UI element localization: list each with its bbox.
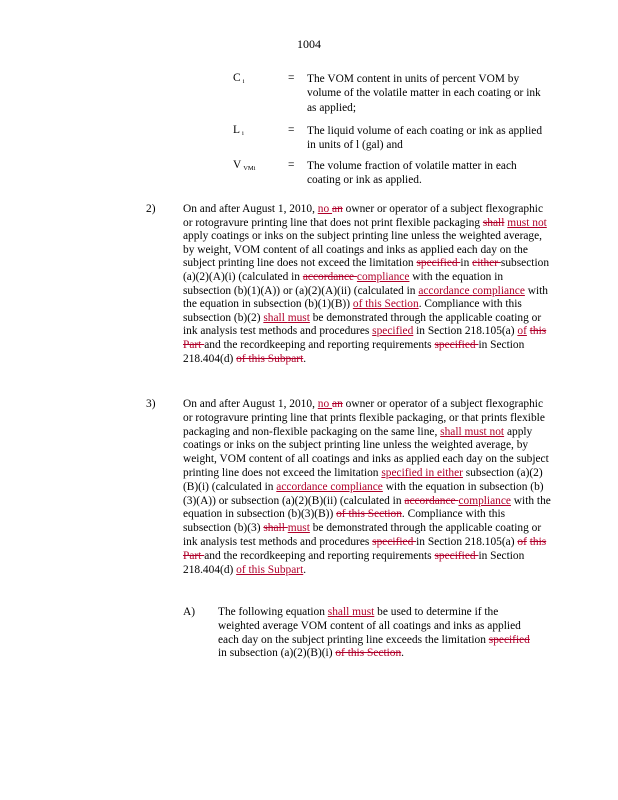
equals-sign: = — [288, 124, 295, 136]
body-text: . — [303, 563, 307, 576]
body-text: . — [303, 352, 307, 365]
deleted-text: of this Subpart — [236, 352, 304, 365]
body-text: in Section 218.404(d) — [183, 549, 525, 576]
body-text: subsection (a)(2)(A)(i) (calculated in — [183, 257, 550, 283]
body-text: in Section 218.105(a) — [416, 535, 518, 548]
definition-symbol: C $_i$ — [233, 72, 245, 85]
deleted-text: specified — [434, 549, 479, 562]
body-text: with the equation in subsection (b)(1)(A)) or (a)(2)(A)(ii) (calculated in — [183, 270, 504, 297]
body-text: with the equation in subsection (b)(3)(A)) or subsection (a)(2)(B)(ii) (calculated in — [183, 480, 544, 507]
deleted-text: specified — [416, 257, 461, 270]
definition-symbol: V $_{VMi}$ — [233, 159, 256, 172]
page-number: 1004 — [297, 37, 321, 51]
definition-symbol: L $_i$ — [233, 124, 244, 137]
deleted-text: accordance — [302, 270, 357, 283]
deleted-text: of this Section — [336, 508, 402, 521]
equals-sign: = — [288, 72, 295, 84]
inserted-text: compliance — [472, 284, 525, 297]
inserted-text: shall — [327, 606, 353, 618]
inserted-text: compliance — [458, 494, 511, 507]
equals-sign: = — [288, 159, 295, 171]
body-text: owner or operator of a subject flexographic or rotogravure printing line that does not print flexible packaging — [183, 203, 544, 229]
deleted-text: an — [332, 203, 343, 215]
deleted-text: shall — [482, 216, 505, 229]
paragraph-body — [183, 398, 555, 577]
body-text: in Section 218.105(a) — [413, 325, 518, 338]
body-text: be demonstrated through the applicable coating or ink analysis test methods and procedures — [183, 522, 542, 548]
deleted-text: an — [332, 398, 343, 410]
deleted-text: either — [472, 257, 501, 270]
definition-text: The liquid volume of each coating or ink as applied in units of l (gal) and — [307, 125, 543, 152]
body-text: with the equation in subsection (b)(1)(B)) — [183, 284, 548, 311]
body-text: in subsection (a)(2)(B)(i) — [218, 647, 336, 660]
inserted-text: of this Section — [352, 298, 419, 311]
deleted-text: specified — [372, 535, 417, 548]
body-text: and the recordkeeping and reporting requirements — [204, 338, 435, 351]
body-text: On and after August 1, 2010, — [183, 398, 318, 410]
body-text: subsection (a)(2)(B)(i) (calculated in — [183, 466, 543, 493]
body-text: in — [460, 257, 473, 270]
body-text: The following equation — [218, 606, 328, 618]
body-text: be demonstrated through the applicable coating or ink analysis test methods and procedures — [183, 311, 542, 338]
deleted-text: specified — [434, 338, 479, 351]
inserted-text: accordance compliance — [276, 480, 383, 493]
inserted-text: accordance — [418, 284, 473, 297]
inserted-text: of this Subpart — [236, 563, 304, 576]
inserted-text: no — [317, 398, 333, 410]
deleted-text: of — [517, 535, 527, 548]
body-text: apply coatings or inks on the subject printing line unless the weighted average, by weight, VOM content of all coatings and inks as applied each day on the subject printing line does not exceed the limitation — [183, 230, 543, 270]
deleted-text: this Part — [183, 535, 547, 562]
body-text: . Compliance with this subsection (b)(3) — [183, 508, 506, 535]
body-text: be used to determine if the weighted average VOM content of all coatings and inks as applied each day on the subject printing line exceeds the limitation — [218, 606, 521, 646]
body-text: owner or operator of a subject flexographic or rotogravure printing line that prints flexible packaging, or that prints flexible packaging and non-flexible packaging on the same line, — [183, 398, 545, 438]
definition-text: The volume fraction of volatile matter in each coating or ink as applied. — [307, 160, 517, 187]
body-text: with the equation in subsection (b)(3)(B)) — [183, 494, 551, 521]
body-text: . — [401, 647, 405, 660]
inserted-text: must — [287, 522, 310, 535]
inserted-text: no — [317, 203, 333, 215]
body-text: apply coatings or inks on the subject printing line unless the weighted average, by weight, VOM content of all coatings and inks as applied each day on the subject printing line does not exceed the limitation — [183, 425, 549, 479]
inserted-text: compliance — [356, 270, 410, 283]
paragraph-body — [183, 203, 553, 366]
paragraph-number: 3) — [146, 398, 156, 410]
paragraph-number: 2) — [146, 203, 156, 215]
inserted-text: specified in either — [381, 466, 463, 479]
inserted-text: of — [517, 325, 527, 338]
deleted-text: specified — [488, 633, 530, 646]
deleted-text: accordance — [404, 494, 459, 507]
paragraph-body — [218, 606, 538, 661]
definition-text: The VOM content in units of percent VOM by volume of the volatile matter in each coating or ink as applied; — [307, 73, 541, 114]
deleted-text: of this Section — [335, 647, 402, 660]
inserted-text: must — [352, 606, 375, 618]
inserted-text: shall — [263, 311, 288, 324]
inserted-text: must — [287, 311, 310, 324]
paragraph-number: A) — [183, 606, 196, 618]
body-text: . Compliance with this subsection (b)(2) — [183, 298, 522, 324]
deleted-text: this Part — [183, 325, 547, 351]
inserted-text: must not — [464, 425, 505, 438]
inserted-text: specified — [372, 325, 414, 338]
body-text: On and after August 1, 2010, — [183, 203, 318, 215]
body-text: and the recordkeeping and reporting requirements — [204, 549, 435, 562]
inserted-text: shall — [440, 425, 465, 438]
deleted-text: shall — [263, 522, 288, 535]
body-text: in Section 218.404(d) — [183, 338, 525, 365]
inserted-text: must not — [507, 216, 547, 229]
